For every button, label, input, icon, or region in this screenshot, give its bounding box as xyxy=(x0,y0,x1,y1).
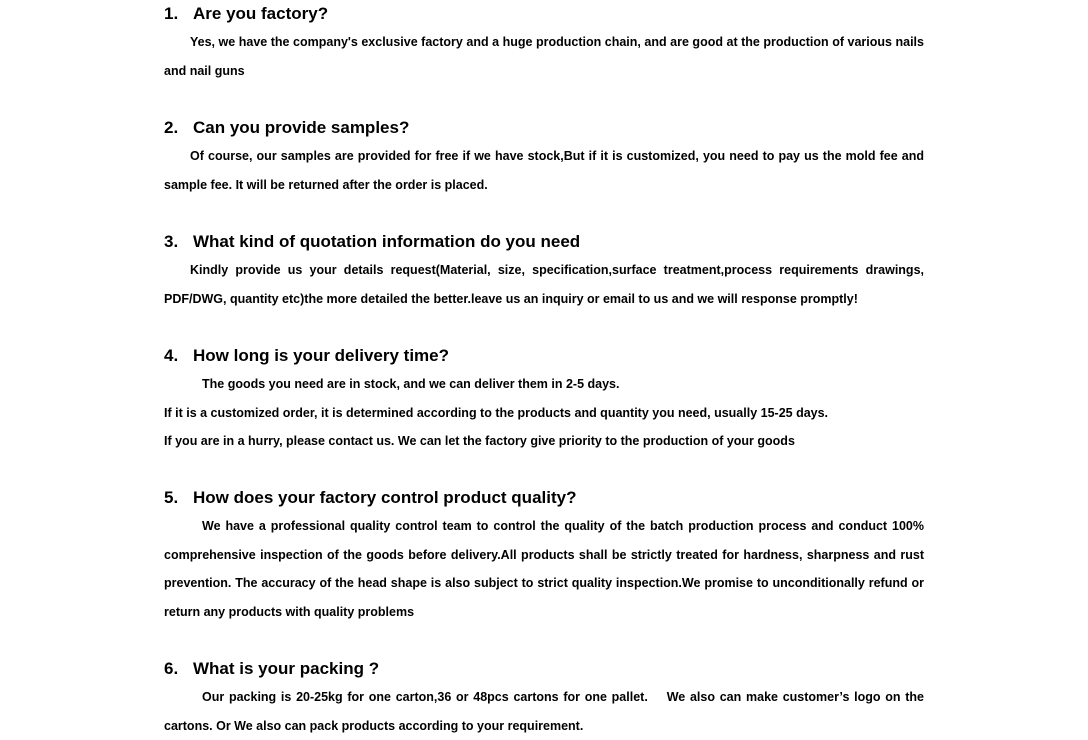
faq-item-2 xyxy=(164,114,924,199)
question-number: 2. xyxy=(164,118,179,137)
faq-item-4 xyxy=(164,342,924,456)
question-text: How long is your delivery time? xyxy=(193,346,449,365)
faq-item-1 xyxy=(164,0,924,85)
answer-text: Of course, our samples are provided for free if we have stock,But if it is customized, you need to pay us the mold fee and sample fee. It will be returned after the order is placed. xyxy=(164,149,924,192)
question-heading xyxy=(164,228,924,256)
question-text: Can you provide samples? xyxy=(193,118,410,137)
answer-text: Kindly provide us your details request(Material, size, specification,surface treatment,process requirements drawings, PDF/DWG, quantity etc)the more detailed the better.leave us an inquiry or email to us and we will response promptly! xyxy=(164,263,924,306)
question-number: 5. xyxy=(164,488,179,507)
answer-text: Yes, we have the company's exclusive factory and a huge production chain, and are good at the production of various nails and nail guns xyxy=(164,35,924,78)
answer-text: We have a professional quality control team to control the quality of the batch production process and conduct 100% comprehensive inspection of the goods before delivery.All products shall be strictly treated for hardness, sharpness and rust prevention. The accuracy of the head shape is also subject to strict quality inspection.We promise to unconditionally refund or return any products with quality problems xyxy=(164,519,924,620)
question-number: 6. xyxy=(164,659,179,678)
question-heading xyxy=(164,114,924,142)
question-number: 3. xyxy=(164,232,179,251)
question-text: What kind of quotation information do you need xyxy=(193,232,581,251)
question-heading xyxy=(164,655,924,683)
question-text: Are you factory? xyxy=(193,4,329,23)
answer-line: The goods you need are in stock, and we can deliver them in 2-5 days. xyxy=(202,377,620,391)
question-heading xyxy=(164,484,924,512)
faq-item-6 xyxy=(164,655,928,740)
answer-line: If you are in a hurry, please contact us. We can let the factory give priority to the production of your goods xyxy=(164,434,795,449)
faq-item-3 xyxy=(164,228,924,313)
faq-item-5 xyxy=(164,484,924,627)
question-number: 1. xyxy=(164,4,179,23)
question-text: What is your packing ? xyxy=(193,659,380,678)
question-number: 4. xyxy=(164,346,179,365)
answer-text: Our packing is 20-25kg for one carton,36 or 48pcs cartons for one pallet. We also can make customer’s logo on the cartons. Or We also can pack products according to your requirement. xyxy=(164,690,928,733)
question-text: How does your factory control product quality? xyxy=(193,488,577,507)
question-heading xyxy=(164,0,924,28)
answer-line: If it is a customized order, it is determined according to the products and quantity you need, usually 15-25 days. xyxy=(164,405,829,420)
question-heading xyxy=(164,342,924,370)
